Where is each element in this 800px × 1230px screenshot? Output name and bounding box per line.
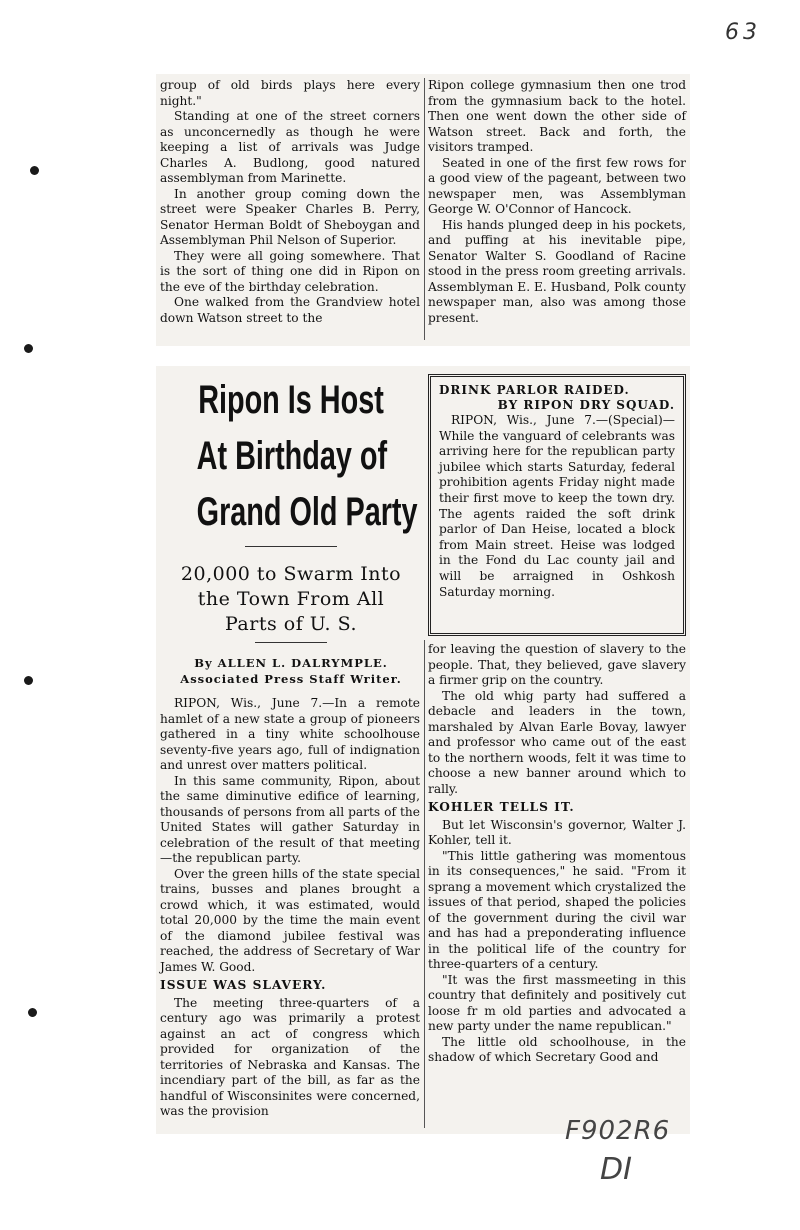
sidebar-headline: DRINK PARLOR RAIDED. (439, 383, 630, 397)
binder-hole-upper (24, 344, 33, 353)
subheadline-divider (255, 642, 327, 643)
section-subhead: ISSUE WAS SLAVERY. (160, 978, 327, 992)
headline-line: Ripon Is Host (198, 378, 384, 422)
main-left-column (160, 696, 420, 1120)
paragraph: The old whig party had suffered a debacle and leaders in the town, marshaled by Alvan Earle Bovay, lawyer and professor who came out of the east to the northern woods, felt it was time to choose a new banner around which to rally. (428, 688, 686, 796)
byline-author: By ALLEN L. DALRYMPLE. (194, 656, 388, 670)
subheadline (160, 562, 422, 637)
main-right-column (428, 642, 686, 1066)
paragraph: His hands plunged deep in his pockets, and puffing at his inevitable pipe, Senator Walter S. Goodland of Racine stood in the press room greeting arrivals. Assemblyman E. E. Husband, Polk county newspaper man, also was among those present. (428, 217, 686, 325)
paragraph: "It was the first massmeeting in this country that definitely and positively cut loose fr m old parties and advocated a new party under the name republican." (428, 972, 686, 1033)
paragraph: But let Wisconsin's governor, Walter J. Kohler, tell it. (428, 817, 686, 847)
column-rule (424, 78, 425, 340)
binder-hole-lower (28, 1008, 37, 1017)
sidebar-body: RIPON, Wis., June 7.—(Special)—While the vanguard of celebrants was arriving here for the republican party jubilee which starts Saturday, federal prohibition agents Friday night made their first move to keep the town dry. The agents raided the soft drink parlor of Dan Heise, located a block from Main street. Heise was lodged in the Fond du Lac county jail and will be arraigned in Oshkosh Saturday morning. (439, 413, 675, 599)
paragraph: Over the green hills of the state special trains, busses and planes brought a crowd which, it was estimated, would total 20,000 by the time the main event of the diamond jubilee festival was reached, the address of Secretary of War James W. Good. (160, 866, 420, 974)
byline-affiliation: Associated Press Staff Writer. (180, 672, 402, 686)
binder-hole-top (30, 166, 39, 175)
headline-line: Grand Old Party (196, 490, 418, 534)
top-clip-left-column (160, 78, 420, 326)
subheadline-line: the Town From All (197, 588, 385, 610)
paragraph: group of old birds plays here every night." (160, 78, 420, 108)
sidebar-box (428, 374, 686, 636)
paragraph: In another group coming down the street were Speaker Charles B. Perry, Senator Herman Boldt of Sheboygan and Assemblyman Phil Nelson of Superior. (160, 186, 420, 247)
paragraph: "This little gathering was momentous in its consequences," he said. "From it sprang a movement which crystalized the issues of that period, shaped the policies of the government during the civil war and has had a preponderating influence in the political life of the country for three-quarters of a century. (428, 848, 686, 971)
paragraph: One walked from the Grandview hotel down Watson street to the (160, 295, 420, 325)
archive-initials: DI (600, 1152, 632, 1187)
paragraph: The meeting three-quarters of a century ago was primarily a protest against an act of congress which provided for organization of the territories of Nebraska and Kansas. The incendiary part of the bill, as far as the handful of Wisconsinites were concerned, was the provision (160, 995, 420, 1118)
byline (160, 656, 422, 686)
paragraph: for leaving the question of slavery to the people. That, they believed, gave slavery a firmer grip on the country. (428, 642, 686, 687)
paragraph: RIPON, Wis., June 7.—In a remote hamlet of a new state a group of pioneers gathered in a tiny white schoolhouse seventy-five years ago, full of indignation and unrest over matters political. (160, 696, 420, 772)
archive-mark: F902R6 (565, 1116, 671, 1146)
paragraph: Seated in one of the first few rows for a good view of the pageant, between two newspaper men, was Assemblyman George W. O'Connor of Hancock. (428, 155, 686, 216)
paragraph: Ripon college gymnasium then one trod from the gymnasium back to the hotel. Then one went down the other side of Watson street. Back and forth, the visitors tramped. (428, 78, 686, 154)
sidebar-subheadline: BY RIPON DRY SQUAD. (497, 398, 675, 412)
page-number: 63 (725, 20, 761, 45)
section-subhead: KOHLER TELLS IT. (428, 800, 575, 814)
subheadline-line: Parts of U. S. (224, 613, 357, 635)
binder-hole-middle (24, 676, 33, 685)
headline (196, 372, 418, 540)
headline-divider (245, 546, 337, 547)
subheadline-line: 20,000 to Swarm Into (180, 563, 402, 585)
paragraph: Standing at one of the street corners as unconcernedly as though he were keeping a list of arrivals was Judge Charles A. Budlong, good natured assemblyman from Marinette. (160, 109, 420, 185)
headline-line: At Birthday of (196, 434, 388, 478)
paragraph: In this same community, Ripon, about the same diminutive edifice of learning, thousands of persons from all parts of the United States will gather Saturday in celebration of the result of that meeting—the republican party. (160, 773, 420, 865)
top-clip-right-column (428, 78, 686, 326)
column-rule (424, 640, 425, 1128)
paragraph: They were all going somewhere. That is the sort of thing one did in Ripon on the eve of the birthday celebration. (160, 248, 420, 294)
paragraph: The little old schoolhouse, in the shadow of which Secretary Good and (428, 1034, 686, 1064)
